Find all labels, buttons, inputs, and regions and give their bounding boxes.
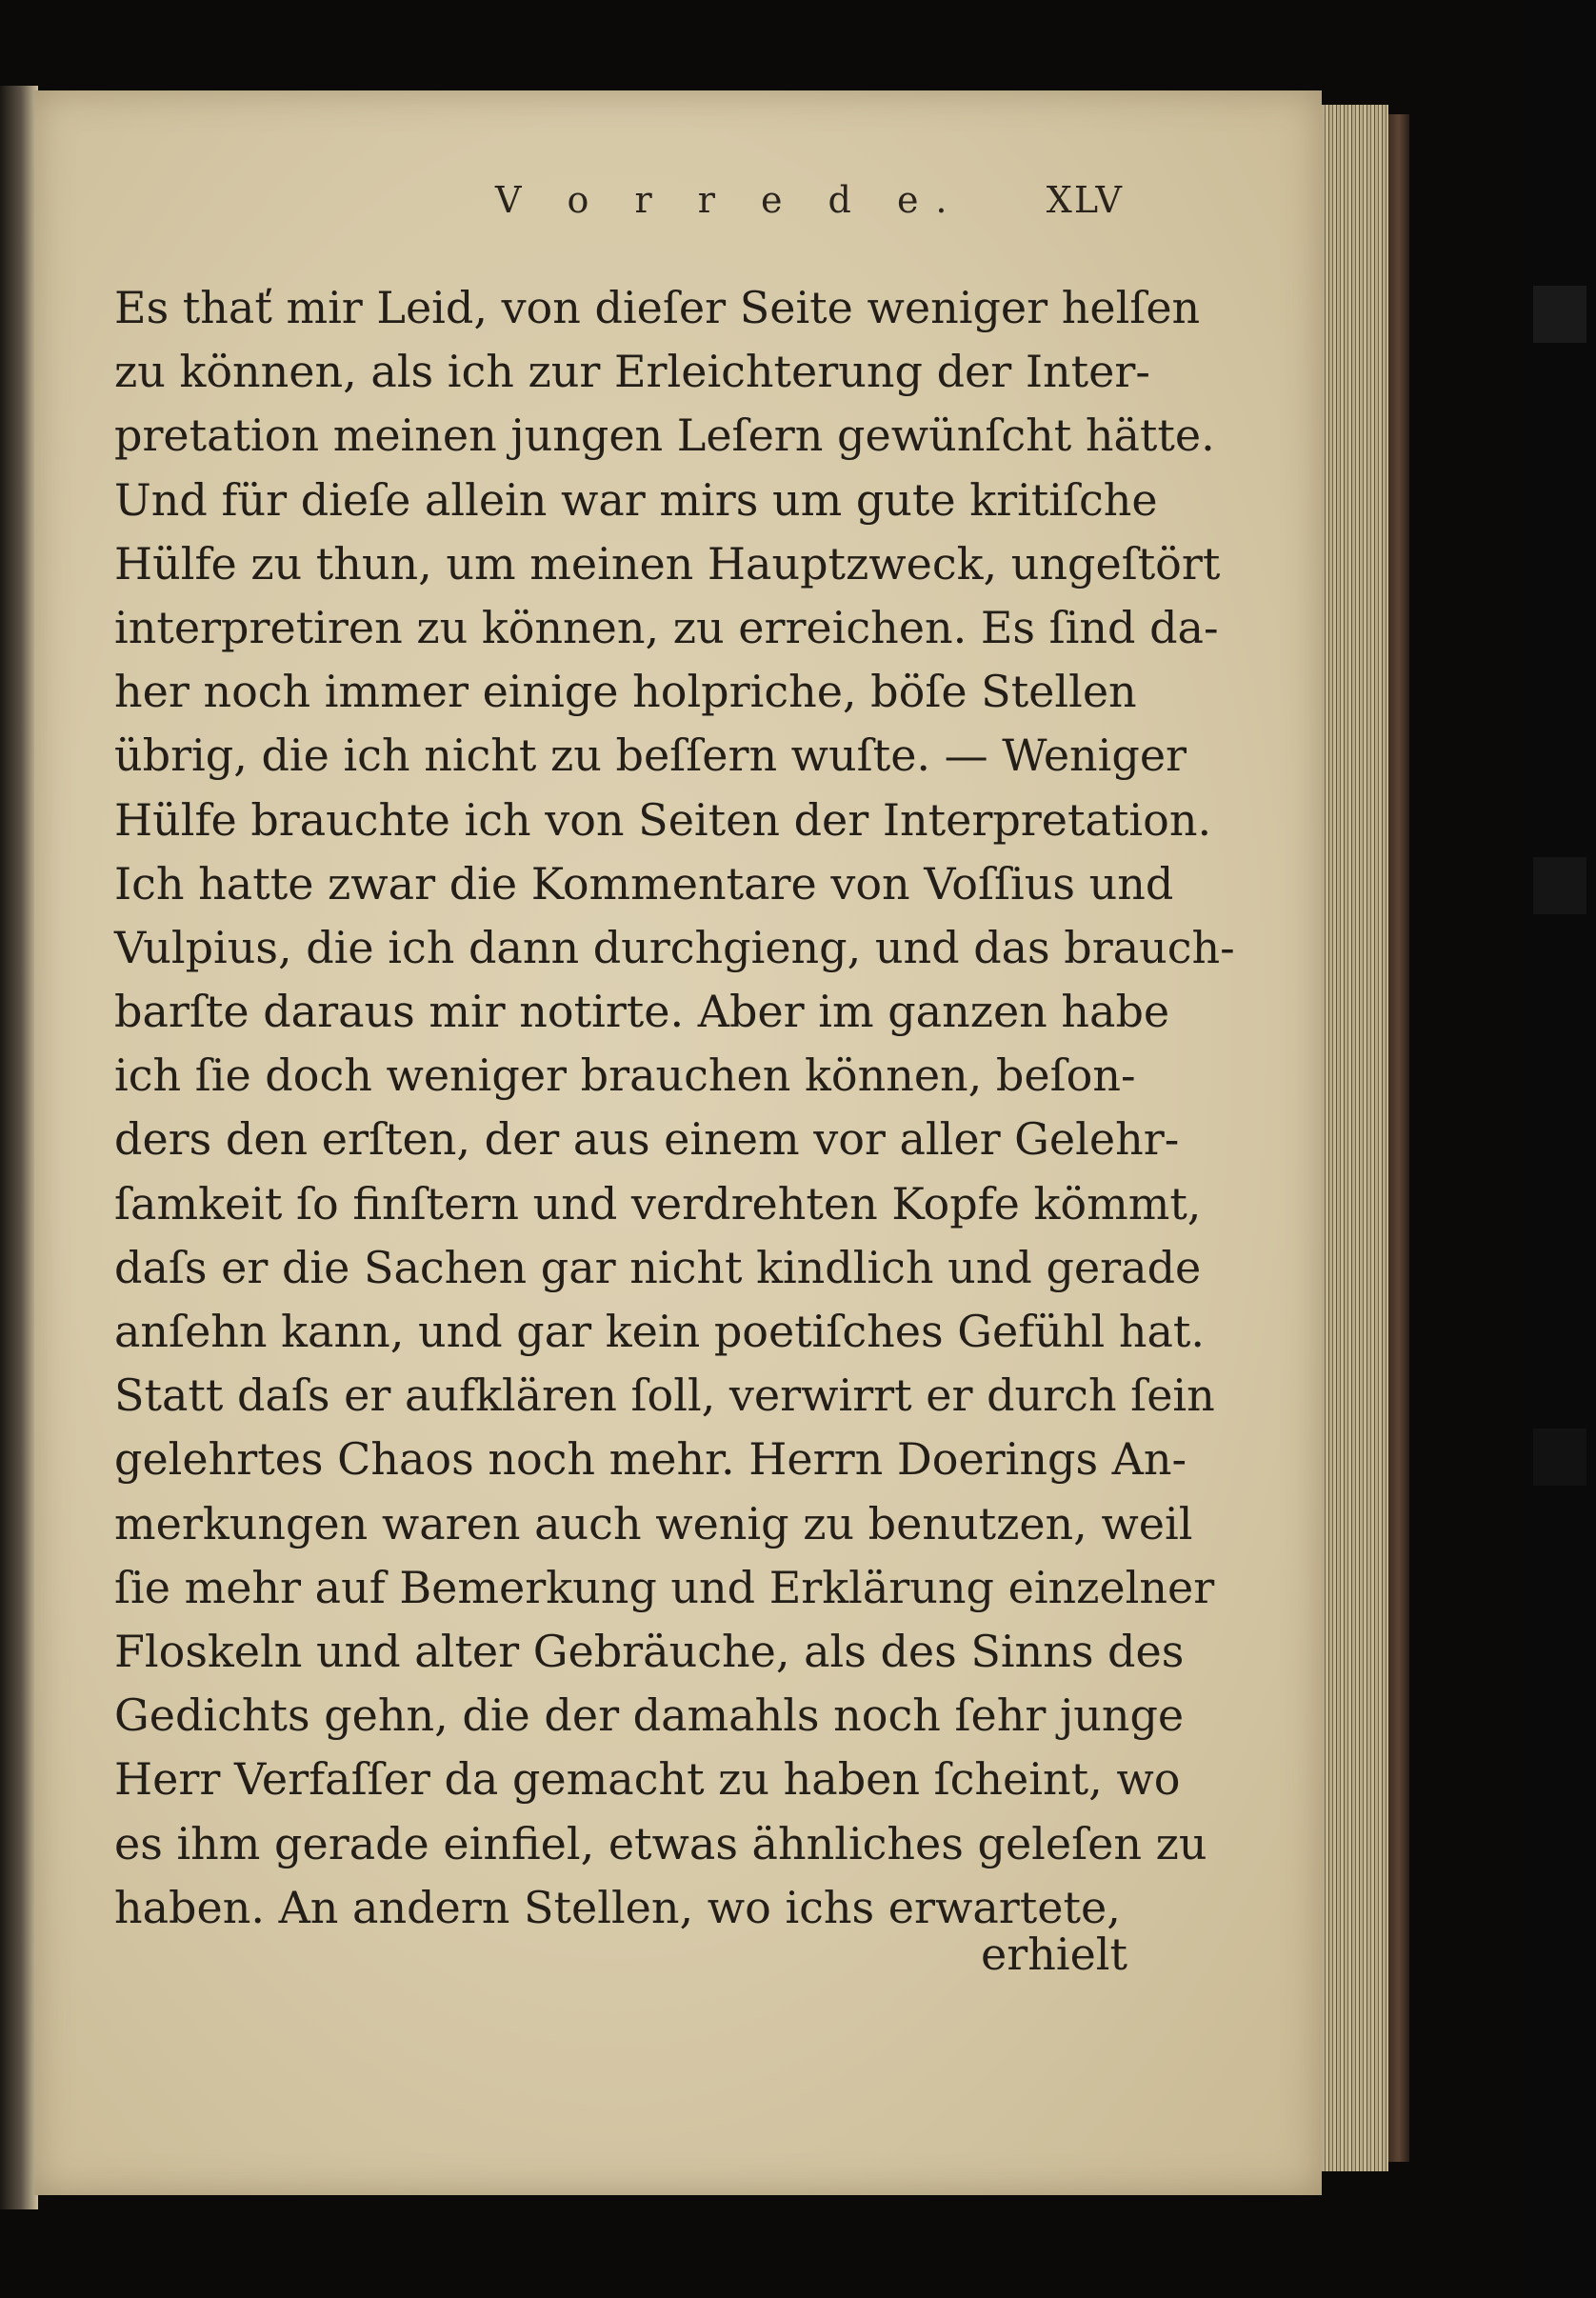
text-line: haben. An andern Stellen, wo ichs erwartete, [114, 1881, 1121, 1933]
text-line: gelehrtes Chaos noch mehr. Herrn Doerings An- [114, 1433, 1187, 1486]
text-line: Und für dieſe allein war mirs um gute kritiſche [114, 473, 1158, 526]
text-line: Gedichts gehn, die der damahls noch ſehr junge [114, 1689, 1185, 1742]
text-line: Hülfe brauchte ich von Seiten der Interpretation. [114, 793, 1212, 846]
text-line: zu können, als ich zur Erleichterung der Inter- [114, 346, 1150, 398]
text-line: Floskeln und alter Gebräuche, als des Sinns des [114, 1625, 1185, 1677]
text-line: Es thať mir Leid, von dieſer Seite weniger helſen [114, 282, 1201, 333]
text-line: Herr Verfaſſer da gemacht zu haben ſcheint, wo [114, 1753, 1181, 1806]
text-line: übrig, die ich nicht zu beſſern wuſte. — Weniger [114, 729, 1187, 782]
text-line: merkungen waren auch wenig zu benutzen, weil [114, 1497, 1193, 1549]
text-line: her noch immer einige holpriche, böſe Stellen [114, 666, 1137, 718]
book-fore-edge [1322, 105, 1388, 2171]
text-line: barſte daraus mir notirte. Aber im ganzen habe [114, 986, 1170, 1038]
left-page-edge [0, 86, 38, 2209]
color-calibration-strip [1524, 0, 1596, 2298]
calibration-patch [1533, 857, 1586, 914]
text-line: ders den erſten, der aus einem vor aller Gelehr- [114, 1113, 1180, 1166]
catchword: erhielt [981, 1928, 1127, 1980]
text-line: ſamkeit ſo finſtern und verdrehten Kopfe kömmt, [114, 1177, 1202, 1229]
text-line: Vulpius, die ich dann durchgieng, und das brauch- [114, 921, 1235, 973]
text-line: anſehn kann, und gar kein poetiſches Gefühl hat. [114, 1306, 1205, 1357]
text-line: Ich hatte zwar die Kommentare von Voſſius und [114, 857, 1174, 909]
book-cover-edge [1388, 114, 1409, 2162]
text-line: pretation meinen jungen Leſern gewünſcht hätte. [114, 410, 1215, 462]
calibration-patch [1533, 1429, 1586, 1486]
running-header [114, 179, 1124, 236]
text-line: es ihm gerade einfiel, etwas ähnliches geleſen zu [114, 1817, 1207, 1869]
calibration-patch [1533, 286, 1586, 343]
page-number: XLV [1046, 179, 1124, 221]
body-text [114, 276, 1235, 1940]
text-line: ſie mehr auf Bemerkung und Erklärung einzelner [114, 1561, 1215, 1613]
running-title: V o r r e d e. [495, 179, 965, 221]
text-line: Hülfe zu thun, um meinen Hauptzweck, ungeſtört [114, 537, 1221, 589]
text-line: Statt daſs er aufklären ſoll, verwirrt er durch ſein [114, 1369, 1215, 1422]
text-line: interpretiren zu können, zu erreichen. Es ſind da- [114, 601, 1219, 653]
text-line: ich ſie doch weniger brauchen können, beſon- [114, 1049, 1136, 1102]
text-line: daſs er die Sachen gar nicht kindlich und gerade [114, 1241, 1202, 1293]
